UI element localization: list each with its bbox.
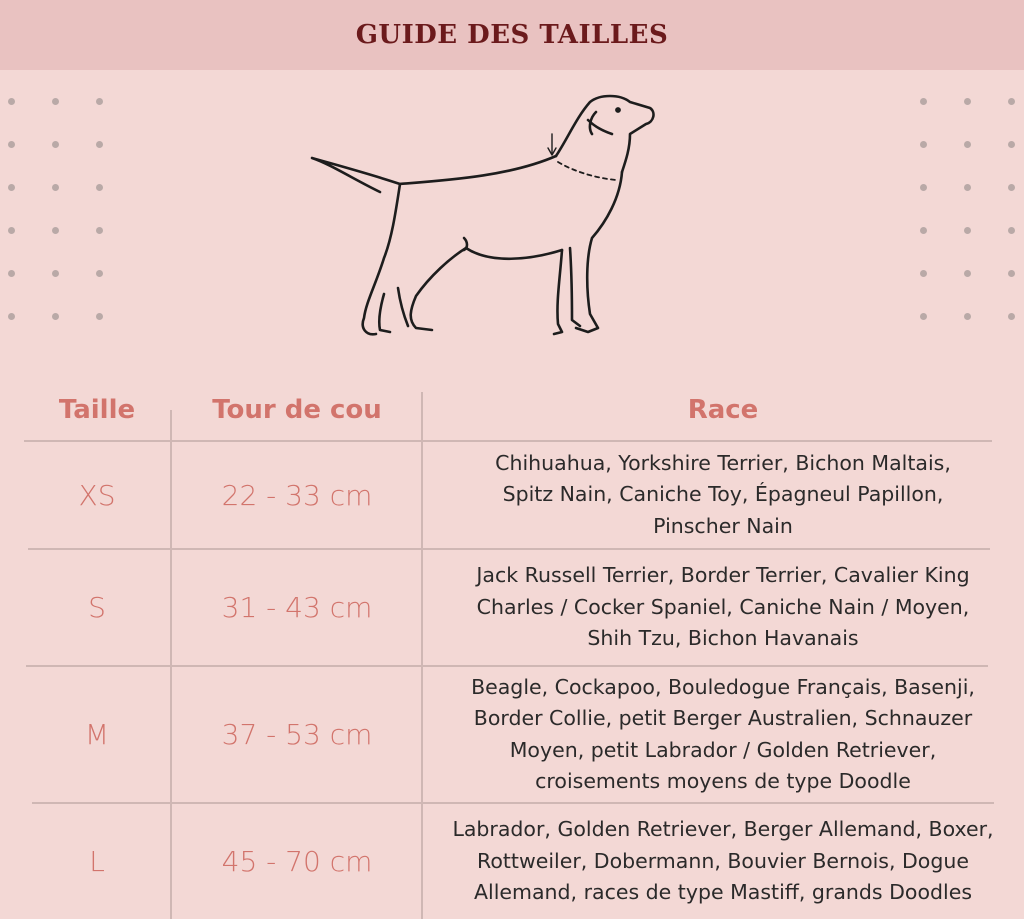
neck-cell: 45 - 70 cm [221,845,373,878]
size-cell: XS [78,478,116,512]
neck-cell: 22 - 33 cm [221,478,373,512]
table-row [0,550,1024,665]
size-cell: L [89,845,105,878]
size-cell: S [88,591,106,624]
table-row [0,667,1024,802]
breed-cell: Beagle, Cockapoo, Bouledogue Français, Basenji, Border Collie, petit Berger Australien, Schnauzer Moyen, petit Labrador / Golden Retriever, croisements moyens de type Doodle [471,674,975,793]
breed-cell: Chihuahua, Yorkshire Terrier, Bichon Maltais, Spitz Nain, Caniche Toy, Épagneul Papillon, Pinscher Nain [495,450,951,538]
table-row [0,442,1024,548]
dog-illustration-icon [300,88,670,360]
table-row [0,804,1024,919]
breed-cell: Labrador, Golden Retriever, Berger Allemand, Boxer, Rottweiler, Dobermann, Bouvier Bernois, Dogue Allemand, races de type Mastiff, grands Doodles [452,817,994,905]
column-header-breed: Race [687,395,759,425]
page-title: GUIDE DES TAILLES [355,20,669,50]
neck-cell: 31 - 43 cm [221,591,373,624]
column-header-neck: Tour de cou [212,395,382,425]
neck-cell: 37 - 53 cm [221,718,373,751]
size-cell: M [84,718,110,751]
column-header-size: Taille [58,395,136,425]
breed-cell: Jack Russell Terrier, Border Terrier, Cavalier King Charles / Cocker Spaniel, Caniche Nain / Moyen, Shih Tzu, Bichon Havanais [476,563,970,651]
header-bar [0,0,1024,70]
